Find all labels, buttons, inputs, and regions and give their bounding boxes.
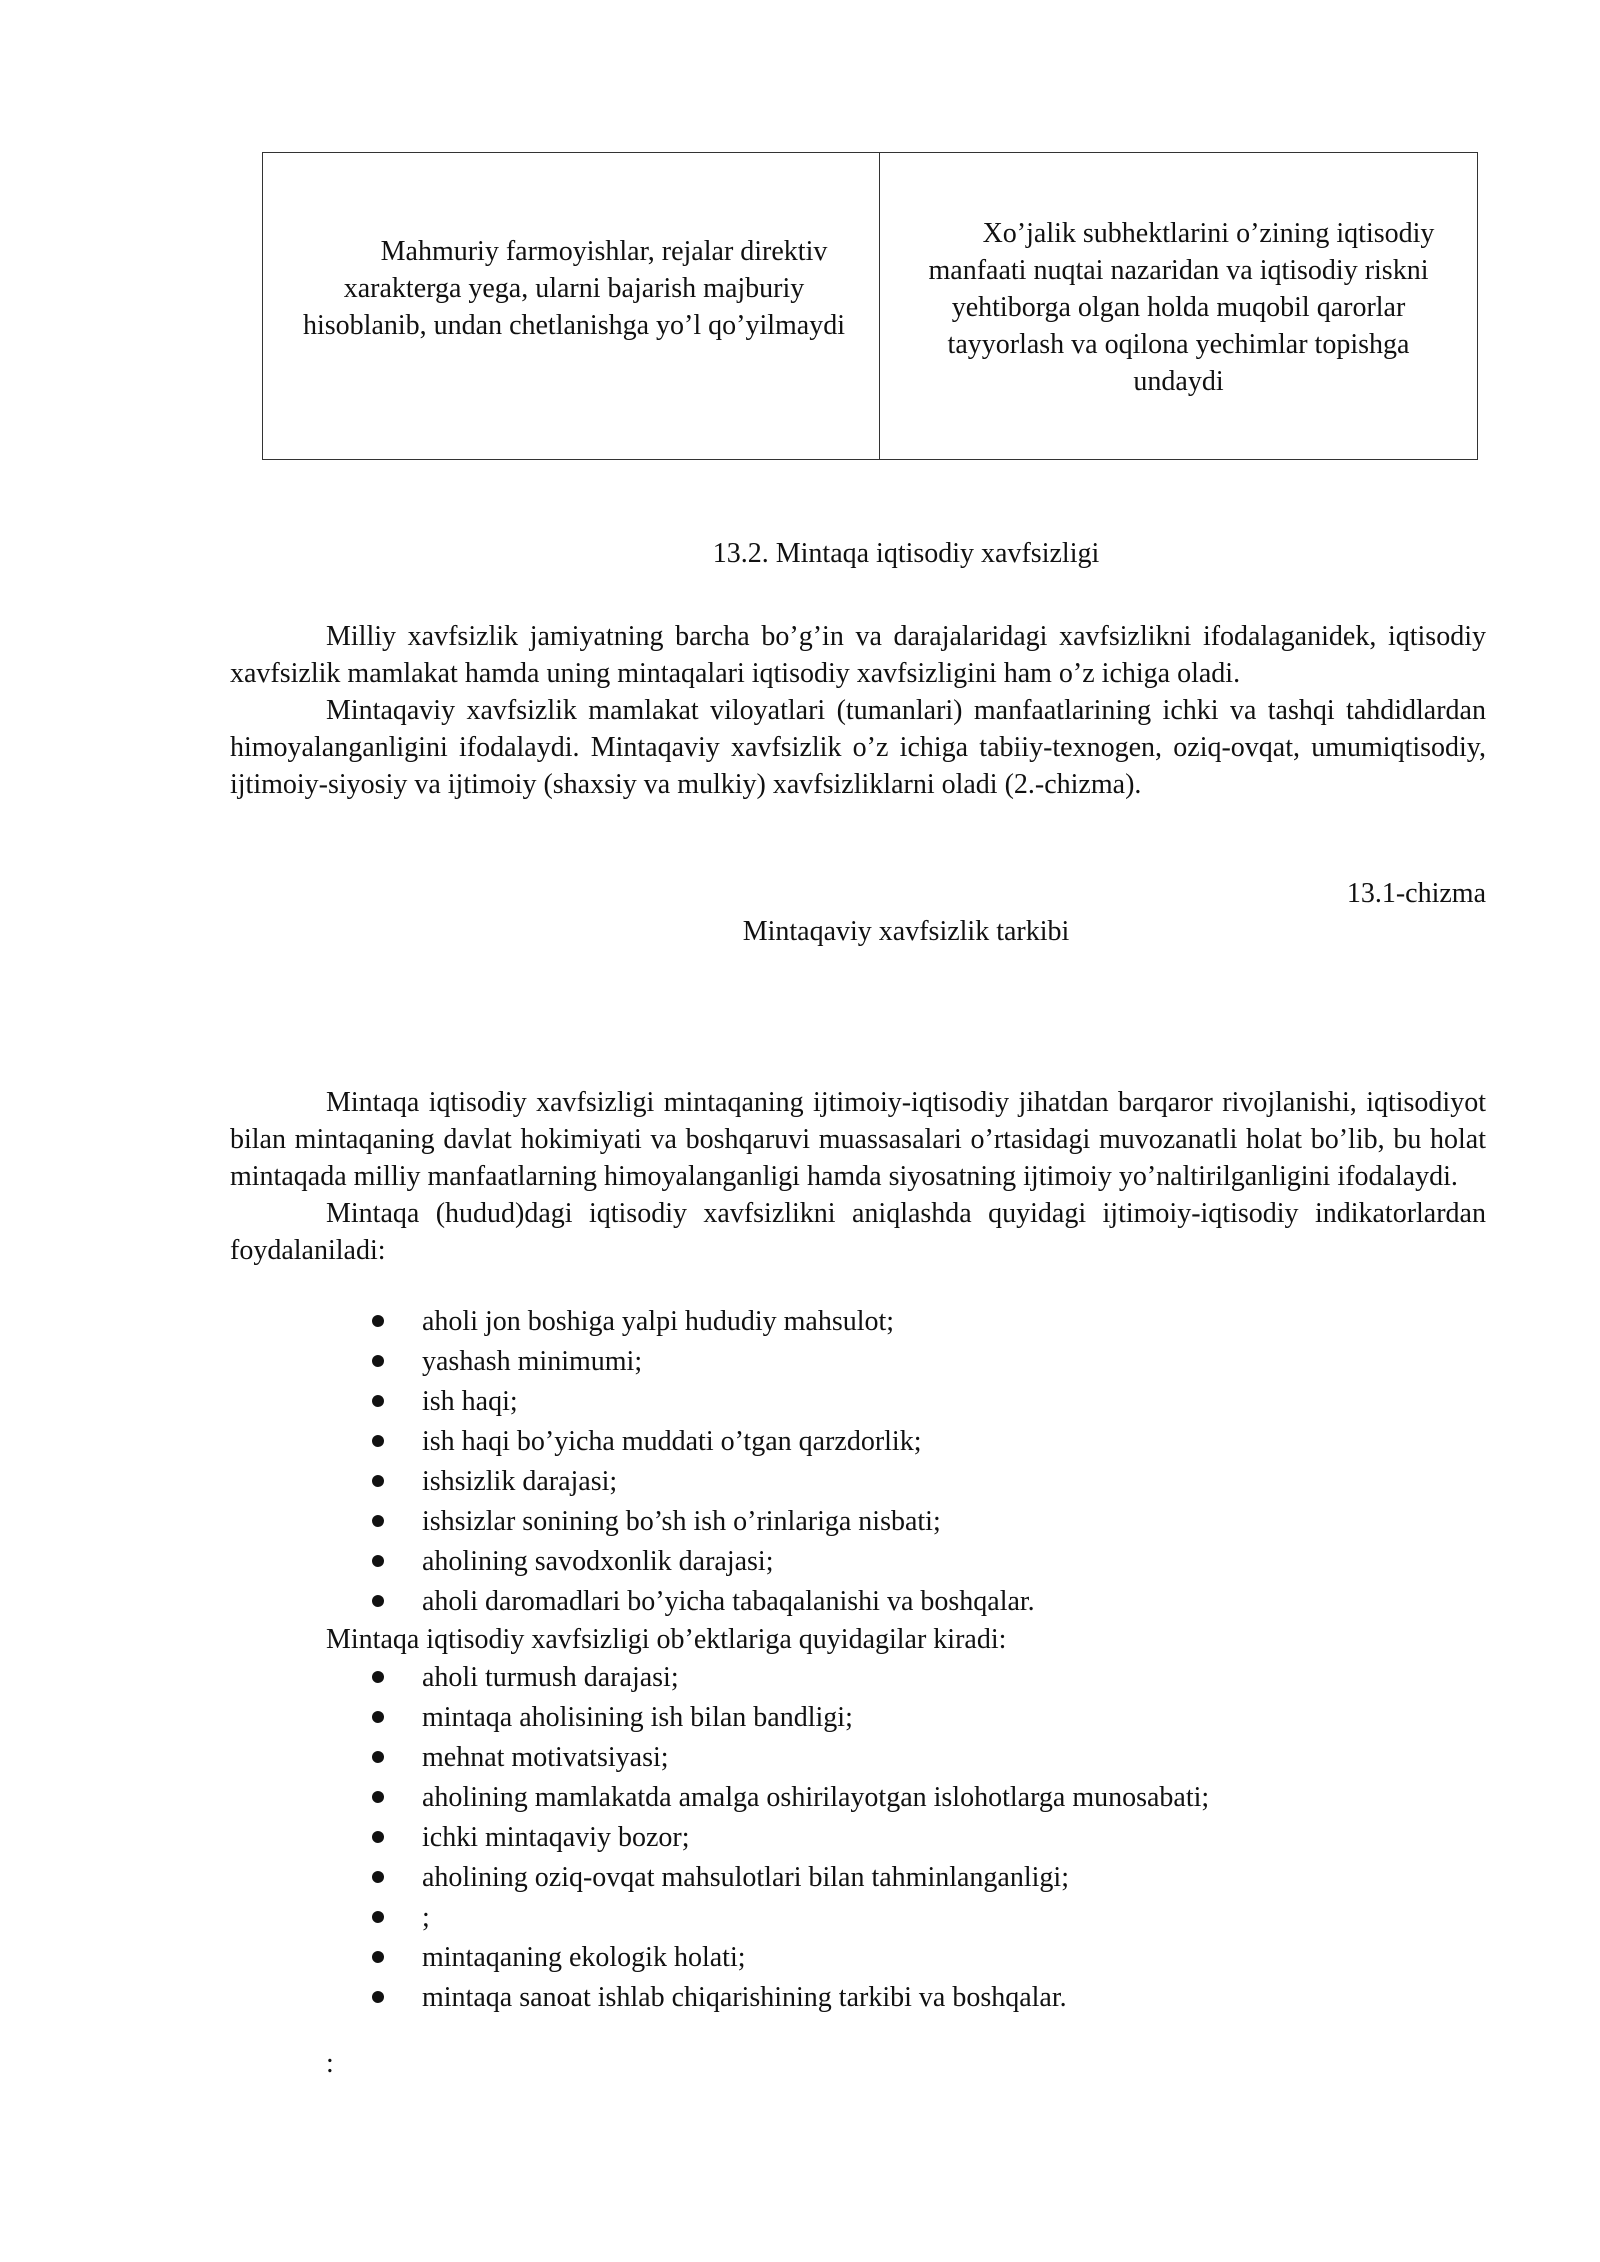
bullet-icon — [372, 1555, 384, 1567]
list-item-text: aholi daromadlari bo’yicha tabaqalanishi va boshqalar. — [422, 1586, 1035, 1617]
indicator-list — [372, 1302, 1035, 1622]
list-item-text: mehnat motivatsiyasi; — [422, 1742, 669, 1773]
list-item-text: ish haqi; — [422, 1386, 518, 1417]
list-item — [372, 1382, 1035, 1422]
list-item — [372, 1502, 1035, 1542]
list-item-text: yashash minimumi; — [422, 1346, 643, 1377]
list-item-text: aholi turmush darajasi; — [422, 1662, 679, 1693]
list-item — [372, 1658, 1209, 1698]
paragraph-block-1 — [230, 618, 1486, 803]
section-title: 13.2. Mintaqa iqtisodiy xavfsizligi — [712, 538, 1100, 569]
list-item — [372, 1462, 1035, 1502]
list-item — [372, 1938, 1209, 1978]
list-item-text: ishsizlar sonining bo’sh ish o’rinlariga nisbati; — [422, 1506, 941, 1537]
table-cell-right-text: Xo’jalik subhektlarini o’zining iqtisodiy manfaati nuqtai nazaridan va iqtisodiy riskni yehtiborga olgan holda muqobil qarorlar tayyorlash va oqilona yechimlar topishga undaydi — [928, 218, 1435, 397]
bullet-icon — [372, 1951, 384, 1963]
bullet-icon — [372, 1355, 384, 1367]
list-item — [372, 1542, 1035, 1582]
list-item — [372, 1738, 1209, 1778]
paragraph: Milliy xavfsizlik jamiyatning barcha bo’g’in va darajalaridagi xavfsizlikni ifodalaganidek, iqtisodiy xavfsizlik mamlakat hamda uning mintaqalari iqtisodiy xavfsizligini ham o’z ichiga oladi. — [230, 621, 1486, 689]
list-intro: Mintaqa iqtisodiy xavfsizligi ob’ektlariga quyidagilar kiradi: — [326, 1624, 1007, 1655]
table-cell-left — [263, 153, 880, 459]
bullet-icon — [372, 1435, 384, 1447]
list-item-text: mintaqa aholisining ish bilan bandligi; — [422, 1702, 853, 1733]
bullet-icon — [372, 1791, 384, 1803]
paragraph-block-2 — [230, 1084, 1486, 1269]
list-item-text: ichki mintaqaviy bozor; — [422, 1822, 690, 1853]
bullet-icon — [372, 1395, 384, 1407]
bullet-icon — [372, 1515, 384, 1527]
bullet-icon — [372, 1475, 384, 1487]
list-item — [372, 1422, 1035, 1462]
list-item-text: ish haqi bo’yicha muddati o’tgan qarzdorlik; — [422, 1426, 922, 1457]
list-item-text: aholi jon boshiga yalpi hududiy mahsulot; — [422, 1306, 895, 1337]
list-item — [372, 1698, 1209, 1738]
list-item — [372, 1302, 1035, 1342]
comparison-table — [262, 152, 1478, 460]
list-item — [372, 1898, 1209, 1938]
figure-number: 13.1-chizma — [1346, 878, 1486, 909]
list-item-text: aholining savodxonlik darajasi; — [422, 1546, 774, 1577]
bullet-icon — [372, 1711, 384, 1723]
list-item-text: mintaqa sanoat ishlab chiqarishining tarkibi va boshqalar. — [422, 1982, 1067, 2013]
list-item — [372, 1778, 1209, 1818]
objects-list — [372, 1658, 1209, 2018]
list-item-text: aholining oziq-ovqat mahsulotlari bilan tahminlanganligi; — [422, 1862, 1069, 1893]
paragraph: Mintaqa (hudud)dagi iqtisodiy xavfsizlikni aniqlashda quyidagi ijtimoiy-iqtisodiy indikatorlardan foydalaniladi: — [230, 1198, 1486, 1266]
bullet-icon — [372, 1871, 384, 1883]
list-item-text: ishsizlik darajasi; — [422, 1466, 618, 1497]
bullet-icon — [372, 1315, 384, 1327]
bullet-icon — [372, 1831, 384, 1843]
paragraph: Mintaqa iqtisodiy xavfsizligi mintaqaning ijtimoiy-iqtisodiy jihatdan barqaror rivojlanishi, iqtisodiyot bilan mintaqaning davlat hokimiyati va boshqaruvi muassasalari o’rtasidagi muvozanatli holat bo’lib, bu holat mintaqada milliy manfaatlarning himoyalanganligi hamda siyosatning ijtimoiy yo’naltirilganligini ifodalaydi. — [230, 1087, 1486, 1192]
list-item-text: mintaqaning ekologik holati; — [422, 1942, 746, 1973]
trailing-text: : — [326, 2048, 334, 2079]
bullet-icon — [372, 1751, 384, 1763]
bullet-icon — [372, 1991, 384, 2003]
table-cell-right — [880, 153, 1477, 459]
list-item — [372, 1342, 1035, 1382]
bullet-icon — [372, 1595, 384, 1607]
list-item — [372, 1582, 1035, 1622]
list-item — [372, 1978, 1209, 2018]
bullet-icon — [372, 1911, 384, 1923]
figure-title: Mintaqaviy xavfsizlik tarkibi — [742, 916, 1070, 947]
table-cell-left-text: Mahmuriy farmoyishlar, rejalar direktiv xarakterga yega, ularni bajarish majburiy hisoblanib, undan chetlanishga yo’l qo’yilmaydi — [302, 236, 845, 341]
bullet-icon — [372, 1671, 384, 1683]
list-item — [372, 1818, 1209, 1858]
list-item-text: aholining mamlakatda amalga oshirilayotgan islohotlarga munosabati; — [422, 1782, 1210, 1813]
paragraph: Mintaqaviy xavfsizlik mamlakat viloyatlari (tumanlari) manfaatlarining ichki va tashqi tahdidlardan himoyalanganligini ifodalaydi. Mintaqaviy xavfsizlik o’z ichiga tabiiy-texnogen, oziq-ovqat, umumiqtisodiy, ijtimoiy-siyosiy va ijtimoiy (shaxsiy va mulkiy) xavfsizliklarni oladi (2.-chizma). — [230, 695, 1486, 800]
list-item — [372, 1858, 1209, 1898]
list-item-text: ; — [422, 1902, 430, 1933]
